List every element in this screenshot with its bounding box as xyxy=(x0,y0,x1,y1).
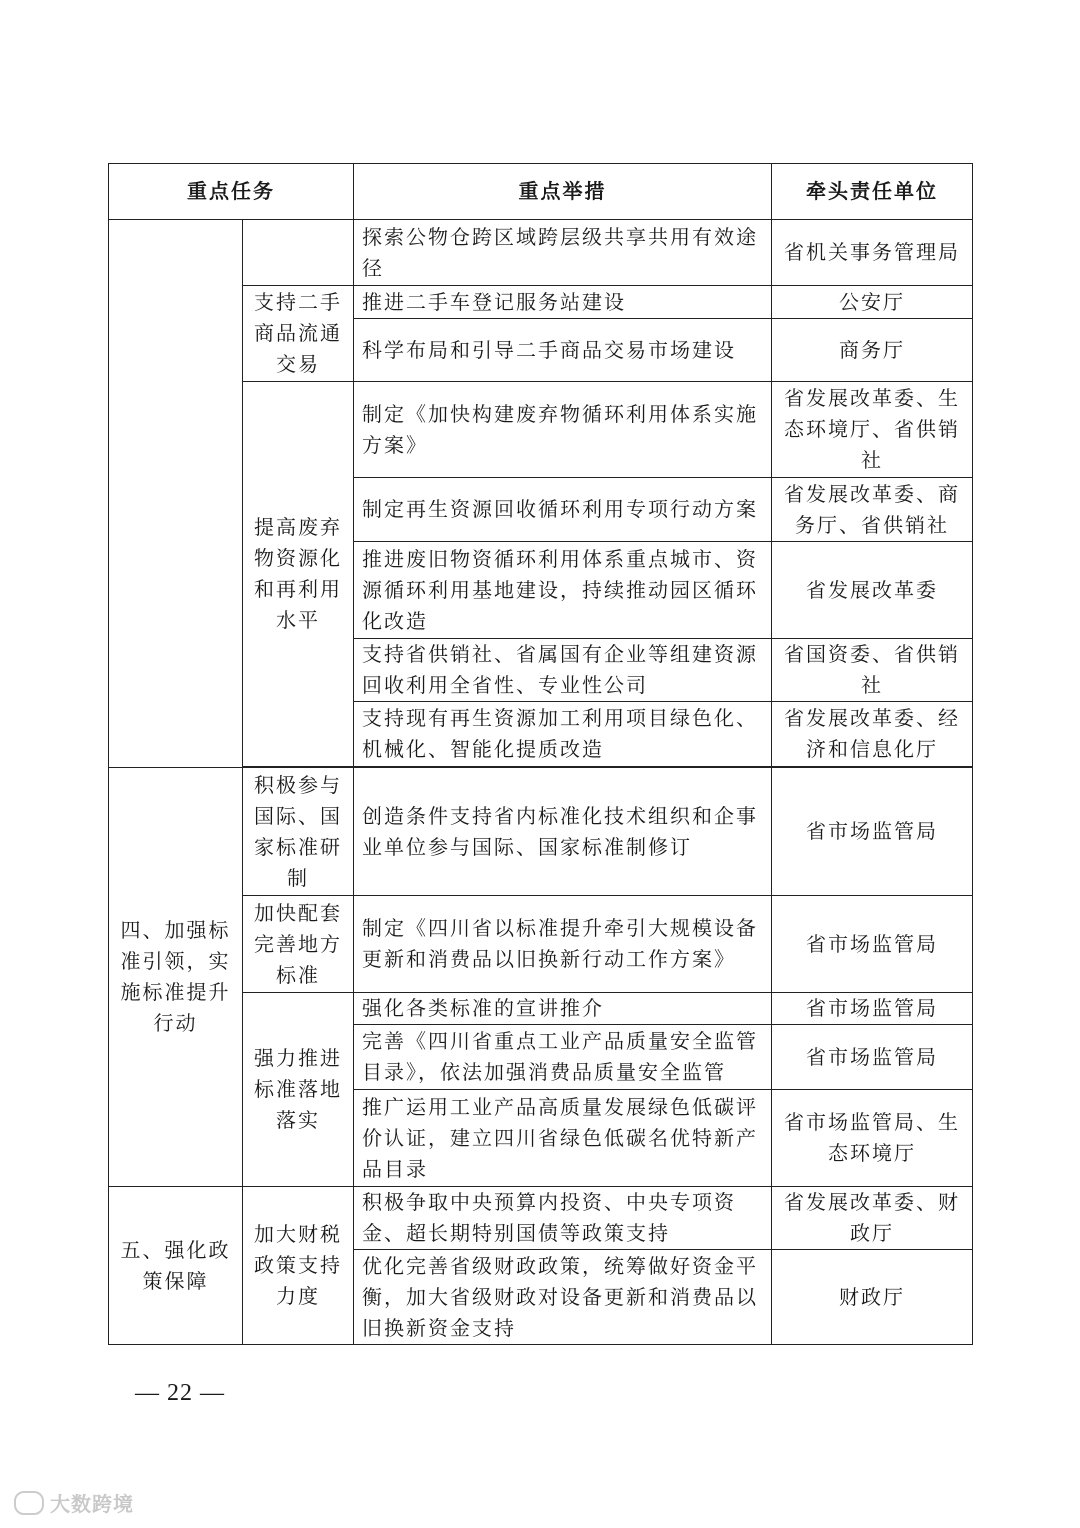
subtask-cell: 积极参与国际、国家标准研制 xyxy=(243,768,354,896)
subtask-cell: 加快配套完善地方标准 xyxy=(243,896,354,993)
measure-cell: 支持省供销社、省属国有企业等组建资源回收利用全省性、专业性公司 xyxy=(354,639,772,702)
measure-cell: 强化各类标准的宣讲推介 xyxy=(354,993,772,1025)
table-row xyxy=(109,220,973,286)
measure-cell: 支持现有再生资源加工利用项目绿色化、机械化、智能化提质改造 xyxy=(354,702,772,767)
measure-cell: 推广运用工业产品高质量发展绿色低碳评价认证，建立四川省绿色低碳名优特新产品目录 xyxy=(354,1090,772,1187)
unit-cell: 省发展改革委、商务厅、省供销社 xyxy=(772,478,973,542)
table-row xyxy=(109,768,973,896)
unit-cell: 省国资委、省供销社 xyxy=(772,639,973,702)
unit-cell: 省发展改革委、财政厅 xyxy=(772,1187,973,1250)
measure-cell: 探索公物仓跨区域跨层级共享共用有效途径 xyxy=(354,220,772,286)
table-row xyxy=(109,1187,973,1250)
unit-cell: 省发展改革委、生态环境厅、省供销社 xyxy=(772,382,973,478)
unit-cell: 财政厅 xyxy=(772,1250,973,1345)
watermark-text: 大数跨境 xyxy=(50,1492,134,1516)
subtask-cell: 加大财税政策支持力度 xyxy=(243,1187,354,1345)
subtask-cell: 强力推进标准落地落实 xyxy=(243,993,354,1187)
measure-cell: 优化完善省级财政政策，统筹做好资金平衡，加大省级财政对设备更新和消费品以旧换新资金支持 xyxy=(354,1250,772,1345)
subtask-cell: 提高废弃物资源化和再利用水平 xyxy=(243,382,354,767)
task-cell xyxy=(109,220,243,768)
measure-cell: 推进废旧物资循环利用体系重点城市、资源循环利用基地建设，持续推动园区循环化改造 xyxy=(354,542,772,639)
table-header-row xyxy=(109,164,973,220)
measure-cell: 推进二手车登记服务站建设 xyxy=(354,286,772,319)
measure-cell: 制定再生资源回收循环利用专项行动方案 xyxy=(354,478,772,542)
task-cell: 五、强化政策保障 xyxy=(109,1187,243,1345)
header-unit: 牵头责任单位 xyxy=(772,164,973,220)
unit-cell: 省市场监管局 xyxy=(772,896,973,993)
subtask-cell: 支持二手商品流通交易 xyxy=(243,286,354,382)
task-table xyxy=(108,163,973,1345)
measure-cell: 完善《四川省重点工业产品质量安全监管目录》，依法加强消费品质量安全监管 xyxy=(354,1025,772,1090)
unit-cell: 省发展改革委、经济和信息化厅 xyxy=(772,702,973,767)
unit-cell: 省市场监管局、生态环境厅 xyxy=(772,1090,973,1187)
unit-cell: 商务厅 xyxy=(772,319,973,382)
watermark-logo-icon xyxy=(14,1491,44,1515)
unit-cell: 公安厅 xyxy=(772,286,973,319)
measure-cell: 制定《四川省以标准提升牵引大规模设备更新和消费品以旧换新行动工作方案》 xyxy=(354,896,772,993)
page-number: — 22 — xyxy=(135,1380,225,1406)
unit-cell: 省发展改革委 xyxy=(772,542,973,639)
header-measure: 重点举措 xyxy=(354,164,772,220)
unit-cell: 省市场监管局 xyxy=(772,768,973,896)
measure-cell: 创造条件支持省内标准化技术组织和企事业单位参与国际、国家标准制修订 xyxy=(354,768,772,896)
measure-cell: 科学布局和引导二手商品交易市场建设 xyxy=(354,319,772,382)
task-cell: 四、加强标准引领，实施标准提升行动 xyxy=(109,768,243,1187)
measure-cell: 积极争取中央预算内投资、中央专项资金、超长期特别国债等政策支持 xyxy=(354,1187,772,1250)
unit-cell: 省市场监管局 xyxy=(772,993,973,1025)
unit-cell: 省机关事务管理局 xyxy=(772,220,973,286)
subtask-cell xyxy=(243,220,354,286)
header-task: 重点任务 xyxy=(109,164,354,220)
watermark xyxy=(14,1488,134,1517)
unit-cell: 省市场监管局 xyxy=(772,1025,973,1090)
measure-cell: 制定《加快构建废弃物循环利用体系实施方案》 xyxy=(354,382,772,478)
